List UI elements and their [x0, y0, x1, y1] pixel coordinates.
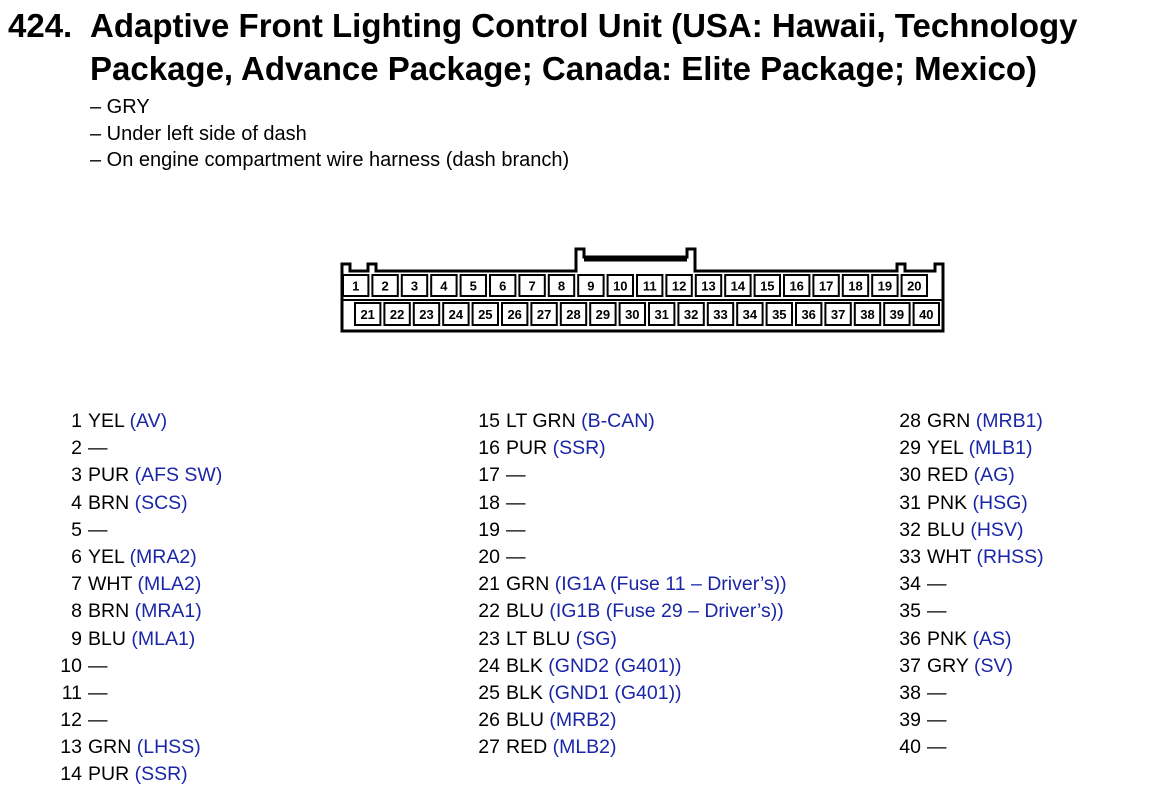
wire-color: BLU — [506, 709, 544, 732]
pin-number: 17 — [478, 464, 500, 487]
signal-name: (MRA2) — [129, 545, 197, 568]
bottom-row-pin-31: 31 — [654, 307, 669, 322]
pin-entry-38 — [899, 680, 1044, 707]
detail-color: – GRY — [90, 96, 150, 118]
connector-title: Adaptive Front Lighting Control Unit (USA: Hawaii, Technology Package, Advance Package; Canada: Elite Package; Mexico) — [90, 7, 1078, 87]
pin-entry-19 — [478, 517, 787, 544]
pin-entry-20 — [478, 544, 787, 571]
pin-list-column-1 — [58, 408, 222, 789]
wire-color: WHT — [88, 573, 133, 596]
wire-color: YEL — [927, 437, 964, 460]
pin-entry-14 — [58, 761, 222, 788]
pin-entry-26 — [478, 707, 787, 734]
bottom-row-pin-21: 21 — [360, 307, 375, 322]
signal-name: (B-CAN) — [581, 410, 655, 432]
pin-entry-37 — [899, 653, 1044, 680]
pin-number: 34 — [899, 573, 921, 596]
wire-color: LT GRN — [506, 410, 576, 432]
wire-color: WHT — [927, 545, 972, 568]
pin-number: 27 — [478, 736, 500, 759]
signal-name: (MLB1) — [968, 437, 1033, 460]
wire-color: — — [927, 736, 947, 759]
bottom-row-pin-28: 28 — [566, 307, 581, 322]
bottom-row-pin-27: 27 — [536, 307, 552, 322]
pin-entry-7 — [58, 571, 222, 598]
bottom-row-pin-30: 30 — [625, 307, 640, 322]
bottom-row-pin-37: 37 — [830, 307, 846, 322]
pin-entry-32 — [899, 517, 1044, 544]
signal-name: (IG1A (Fuse 11 – Driver’s)) — [554, 573, 787, 596]
top-row-pin-6: 6 — [499, 278, 507, 294]
pin-number: 6 — [71, 545, 82, 568]
detail-location: – Under left side of dash — [90, 122, 307, 145]
bottom-row-pin-32: 32 — [683, 307, 699, 322]
detail-harness: – On engine compartment wire harness (dash branch) — [90, 149, 570, 171]
pin-number: 25 — [478, 681, 500, 704]
signal-name: (AV) — [129, 410, 168, 432]
top-row-pin-16: 16 — [789, 278, 804, 294]
pin-number: 33 — [899, 545, 921, 568]
wire-color: GRY — [927, 654, 969, 677]
pin-number: 36 — [899, 627, 921, 650]
pin-number: 23 — [478, 627, 500, 650]
pin-number: 37 — [899, 654, 921, 677]
top-row-pin-18: 18 — [848, 278, 863, 294]
pin-entry-9 — [58, 626, 222, 653]
wire-color: BRN — [88, 600, 130, 623]
pin-entry-24 — [478, 653, 787, 680]
pin-entry-12 — [58, 707, 222, 734]
pin-number: 38 — [899, 681, 921, 704]
top-row-pin-8: 8 — [557, 278, 566, 294]
pin-number: 13 — [60, 736, 82, 759]
wire-color: PUR — [88, 464, 130, 487]
bottom-row-pin-39: 39 — [889, 307, 905, 322]
top-row-pin-9: 9 — [587, 278, 595, 294]
pin-number: 12 — [60, 709, 82, 732]
top-row-pin-10: 10 — [613, 278, 628, 294]
signal-name: (AG) — [973, 464, 1015, 487]
pin-number: 4 — [71, 491, 82, 514]
wire-color: BLK — [506, 654, 543, 677]
pin-entry-18 — [478, 490, 787, 517]
pin-entry-16 — [478, 435, 787, 462]
pin-number: 30 — [899, 464, 921, 487]
pin-entry-40 — [899, 734, 1044, 761]
wire-color: — — [927, 709, 947, 732]
pin-number: 31 — [899, 491, 921, 514]
wire-color: — — [88, 518, 108, 541]
signal-name: (RHSS) — [976, 545, 1044, 568]
top-row-pin-3: 3 — [410, 278, 419, 294]
pin-number: 5 — [71, 518, 82, 541]
pin-number: 20 — [478, 545, 500, 568]
top-row-pin-7: 7 — [528, 278, 536, 294]
bottom-row-pin-29: 29 — [595, 307, 611, 322]
pin-number: 22 — [478, 600, 500, 623]
signal-name: (MLB2) — [552, 736, 617, 759]
wire-color: PUR — [88, 763, 130, 786]
pin-entry-4 — [58, 490, 222, 517]
wire-color: BLU — [506, 600, 544, 623]
wire-color: YEL — [88, 410, 125, 432]
pin-number: 39 — [899, 709, 921, 732]
wire-color: PNK — [927, 491, 968, 514]
wire-color: RED — [506, 736, 548, 759]
pin-number: 7 — [71, 573, 82, 596]
wire-color: BLU — [927, 518, 965, 541]
signal-name: (MRA1) — [134, 600, 202, 623]
pin-entry-11 — [58, 680, 222, 707]
wire-color: — — [88, 681, 108, 704]
signal-name: (MRB1) — [975, 410, 1043, 432]
signal-name: (MRB2) — [549, 709, 617, 732]
pin-number: 29 — [899, 437, 921, 460]
bottom-row-pin-40: 40 — [919, 307, 934, 322]
top-row-pin-4: 4 — [440, 278, 448, 294]
pin-entry-27 — [478, 734, 787, 761]
pin-number: 28 — [899, 410, 921, 432]
pin-entry-17 — [478, 462, 787, 489]
wire-color: PNK — [927, 627, 968, 650]
wire-color: GRN — [88, 736, 132, 759]
signal-name: (SG) — [575, 627, 617, 650]
top-row-pin-1: 1 — [352, 278, 360, 294]
pin-entry-3 — [58, 462, 222, 489]
pin-number: 2 — [71, 437, 82, 460]
pin-entry-6 — [58, 544, 222, 571]
bottom-row-pin-38: 38 — [860, 307, 875, 322]
pin-entry-10 — [58, 653, 222, 680]
pin-number: 40 — [899, 736, 921, 759]
pin-number: 18 — [478, 491, 500, 514]
pin-number: 15 — [478, 410, 500, 432]
top-row-pin-11: 11 — [642, 278, 657, 294]
pin-entry-28 — [899, 408, 1044, 435]
pin-number: 11 — [61, 681, 82, 704]
pin-entry-29 — [899, 435, 1044, 462]
pin-number: 26 — [478, 709, 500, 732]
pin-number: 19 — [478, 518, 500, 541]
pin-number: 10 — [60, 654, 82, 677]
wire-color: — — [88, 709, 108, 732]
section-number: 424. — [8, 7, 73, 44]
pin-number: 1 — [71, 410, 82, 432]
pin-number: 16 — [478, 437, 500, 460]
top-row-pin-2: 2 — [381, 278, 389, 294]
wire-color: LT BLU — [506, 627, 571, 650]
top-row-pin-15: 15 — [760, 278, 775, 294]
pin-entry-34 — [899, 571, 1044, 598]
signal-name: (SV) — [973, 654, 1013, 677]
wire-color: PUR — [506, 437, 548, 460]
pin-number: 9 — [71, 627, 82, 650]
pin-entry-13 — [58, 734, 222, 761]
connector-diagram — [335, 243, 950, 335]
top-row-pin-12: 12 — [671, 278, 687, 294]
pin-entry-23 — [478, 626, 787, 653]
wire-color: RED — [927, 464, 969, 487]
wire-color: BLU — [88, 627, 126, 650]
pin-number: 21 — [478, 573, 500, 596]
wire-color: — — [927, 681, 947, 704]
signal-name: (AFS SW) — [134, 464, 223, 487]
signal-name: (MLA2) — [137, 573, 202, 596]
top-row-pin-5: 5 — [469, 278, 477, 294]
signal-name: (SCS) — [134, 491, 188, 514]
signal-name: (IG1B (Fuse 29 – Driver’s)) — [549, 600, 784, 623]
pin-entry-1 — [58, 408, 222, 435]
bottom-row-pin-24: 24 — [448, 307, 464, 322]
wire-color: — — [506, 464, 526, 487]
bottom-row-pin-36: 36 — [801, 307, 816, 322]
signal-name: (HSG) — [972, 491, 1028, 514]
bottom-row-pin-23: 23 — [419, 307, 434, 322]
top-row-pin-17: 17 — [818, 278, 834, 294]
pin-entry-21 — [478, 571, 787, 598]
pin-entry-39 — [899, 707, 1044, 734]
pin-entry-30 — [899, 462, 1044, 489]
wire-color: — — [506, 518, 526, 541]
signal-name: (HSV) — [970, 518, 1024, 541]
signal-name: (MLA1) — [131, 627, 196, 650]
pin-list-column-3 — [899, 408, 1044, 761]
wire-color: — — [506, 491, 526, 514]
pin-number: 35 — [899, 600, 921, 623]
top-row-pin-13: 13 — [701, 278, 716, 294]
bottom-row-pin-33: 33 — [713, 307, 728, 322]
wire-color: GRN — [506, 573, 550, 596]
top-row-pin-14: 14 — [730, 278, 746, 294]
wire-color: — — [88, 437, 108, 460]
bottom-row-pin-34: 34 — [742, 307, 758, 322]
pin-number: 3 — [71, 464, 82, 487]
signal-name: (SSR) — [552, 437, 606, 460]
bottom-row-pin-26: 26 — [507, 307, 522, 322]
wire-color: BLK — [506, 681, 543, 704]
pin-entry-5 — [58, 517, 222, 544]
signal-name: (AS) — [972, 627, 1012, 650]
pin-entry-36 — [899, 626, 1044, 653]
pin-list-column-2 — [478, 408, 787, 761]
bottom-row-pin-25: 25 — [478, 307, 493, 322]
pin-entry-31 — [899, 490, 1044, 517]
pin-entry-2 — [58, 435, 222, 462]
wire-color: — — [88, 654, 108, 677]
wire-color: — — [506, 545, 526, 568]
pin-entry-33 — [899, 544, 1044, 571]
pin-entry-25 — [478, 680, 787, 707]
wire-color: GRN — [927, 410, 971, 432]
pin-number: 24 — [478, 654, 500, 677]
bottom-row-pin-22: 22 — [389, 307, 405, 322]
pin-number: 14 — [60, 763, 82, 786]
pin-entry-35 — [899, 598, 1044, 625]
pin-entry-22 — [478, 598, 787, 625]
pin-number: 32 — [899, 518, 921, 541]
pin-number: 8 — [71, 600, 82, 623]
signal-name: (SSR) — [134, 763, 188, 786]
signal-name: (GND2 (G401)) — [548, 654, 682, 677]
connector-details — [90, 94, 569, 174]
wire-color: — — [927, 573, 947, 596]
signal-name: (LHSS) — [136, 736, 201, 759]
pin-entry-8 — [58, 598, 222, 625]
top-row-pin-19: 19 — [877, 278, 893, 294]
wire-color: YEL — [88, 545, 125, 568]
wire-color: — — [927, 600, 947, 623]
bottom-row-pin-35: 35 — [772, 307, 787, 322]
top-row-pin-20: 20 — [907, 278, 922, 294]
wire-color: BRN — [88, 491, 130, 514]
pin-entry-15 — [478, 408, 787, 435]
signal-name: (GND1 (G401)) — [548, 681, 682, 704]
